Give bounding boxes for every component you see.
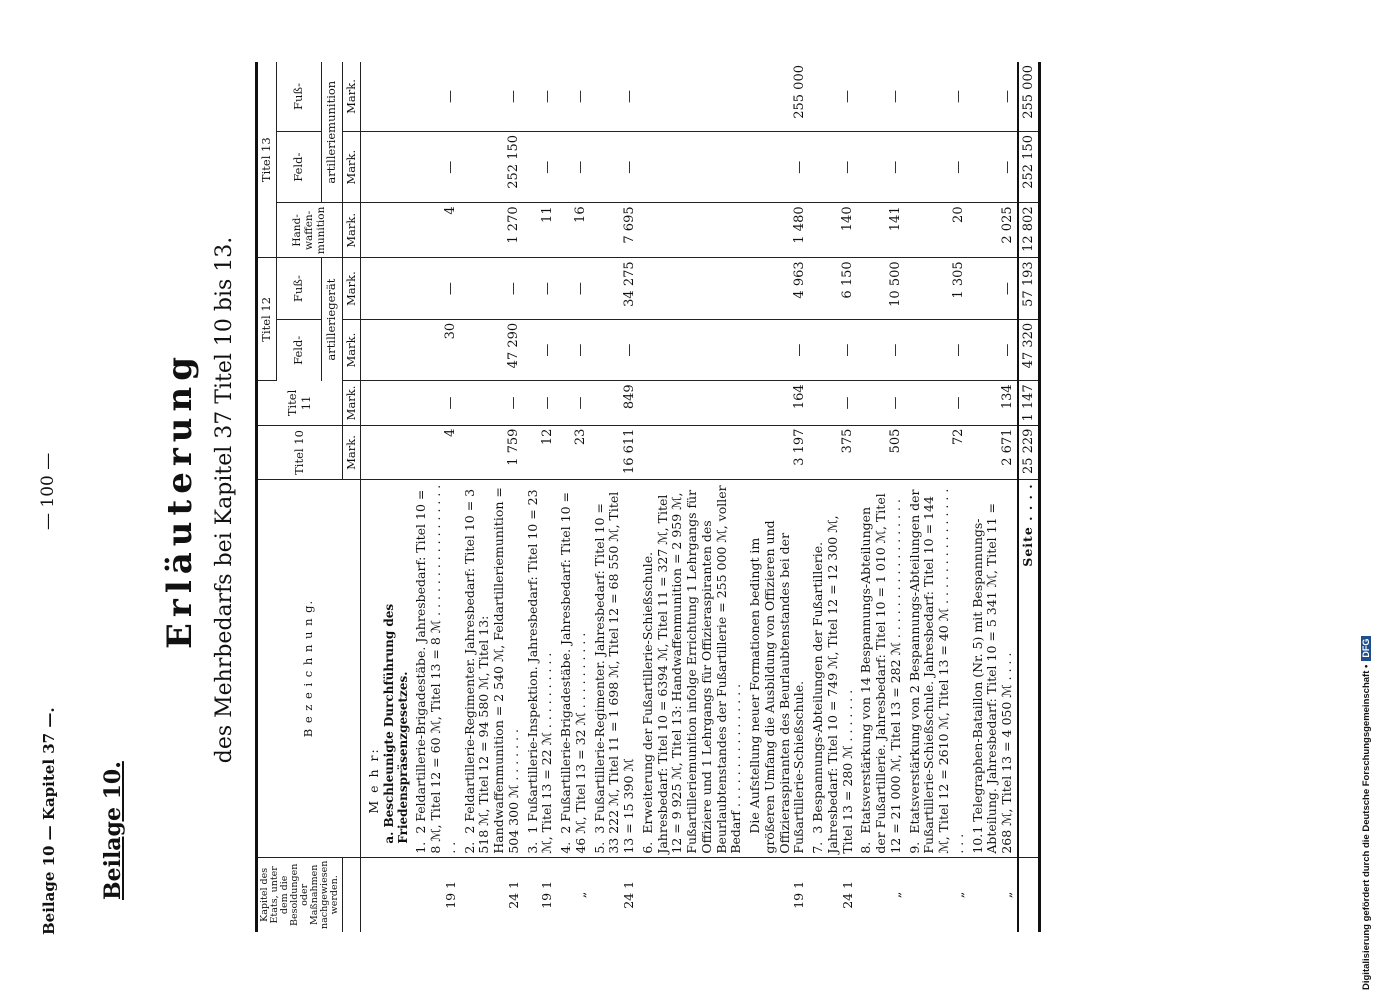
running-header: Beilage 10 — Kapitel 37 —. — [40, 707, 58, 935]
cell-u13: — — [906, 62, 969, 132]
page-title: Erläuterung — [160, 351, 200, 649]
cell-u12: — — [412, 258, 460, 319]
cell-t11: — — [412, 381, 460, 425]
row-kapitel: „ — [887, 891, 903, 899]
col-feld12: Feld- — [276, 319, 321, 380]
table-row — [557, 62, 591, 932]
row-description — [557, 480, 591, 857]
row-number: 8. — [858, 841, 874, 854]
row-description — [639, 480, 809, 857]
total-u13: 255 000 — [1018, 62, 1040, 132]
cell-t11: — — [809, 381, 857, 425]
dfg-sidebar — [1361, 10, 1373, 990]
section-a: a. Beschleunigte Durchführung des Friedenspräsenzgesetzes. — [382, 603, 411, 844]
cell-h13: 7 695 — [591, 203, 639, 258]
cell-u12: 34 275 — [591, 258, 639, 319]
cell-h13: 16 — [557, 203, 591, 258]
row-description — [461, 480, 524, 857]
col-artilleriemunition: artilleriemunition — [321, 62, 342, 203]
cell-f12: 47 290 — [461, 319, 524, 380]
col-fuss13: Fuß- — [276, 62, 321, 132]
row-number: 3. — [524, 841, 540, 854]
dfg-credit: Digitalisierung gefördert durch die Deutsche Forschungsgemeinschaft • — [1361, 664, 1372, 990]
row-text: Erweiterung der Fußartillerie-Schießschule. Jahresbedarf: Titel 10 = 6394 ℳ, Titel 11 = 327 ℳ, Titel 12 = 9 925 ℳ, Titel 13: Handwaffenmunition = 2 959 ℳ, Fußartilleriemunition infolge Errichtung 1 Lehrgangs für Offiziere und 1 Lehrgangs für Offizieraspiranten des Beurlaubtenstandes der Fußartillerie = 255 000 ℳ, voller Bedarf . . . . . . . . . . . . . . . . — [639, 485, 744, 854]
table-row — [461, 62, 524, 932]
row-number: 10. — [969, 833, 985, 854]
cell-u12: 4 963 — [639, 258, 809, 319]
cell-u13: — — [857, 62, 905, 132]
row-kapitel: 24 1 — [839, 880, 855, 909]
table-row — [857, 62, 905, 932]
explanation-table — [255, 62, 1041, 932]
cell-f12: — — [969, 319, 1018, 380]
cell-t11: 849 — [591, 381, 639, 425]
cell-t10: 1 759 — [461, 425, 524, 480]
cell-h13: 1 270 — [461, 203, 524, 258]
unit-h13: Mark. — [342, 203, 361, 258]
total-t10: 25 229 — [1018, 425, 1040, 480]
cell-f13: — — [639, 132, 809, 203]
row-kapitel: „ — [999, 891, 1015, 899]
cell-f13: — — [809, 132, 857, 203]
row-text: 2 Fußartillerie-Brigadestäbe. Jahresbedarf: Titel 10 = 46 ℳ, Titel 13 = 32 ℳ . . . . . . . . . . — [558, 491, 588, 854]
cell-u13: — — [557, 62, 591, 132]
total-row — [1018, 62, 1040, 932]
mehr-label: M e h r: — [366, 747, 382, 814]
row-number: 9. — [906, 841, 922, 854]
cell-u13: — — [412, 62, 460, 132]
cell-f13: — — [591, 132, 639, 203]
row-kapitel: „ — [950, 891, 966, 899]
intro-row — [361, 62, 413, 932]
cell-u13: 255 000 — [639, 62, 809, 132]
row-description — [906, 480, 969, 857]
unit-kapitel — [342, 857, 361, 932]
cell-u13: — — [591, 62, 639, 132]
cell-t11: — — [857, 381, 905, 425]
table-row — [809, 62, 857, 932]
unit-f13: Mark. — [342, 132, 361, 203]
cell-t10: 23 — [557, 425, 591, 480]
cell-u12: — — [969, 258, 1018, 319]
page-subtitle: des Mehrbedarfs bei Kapitel 37 Titel 10 bis 13. — [212, 236, 237, 764]
total-t11: 1 147 — [1018, 381, 1040, 425]
cell-f12: — — [591, 319, 639, 380]
table-row — [412, 62, 460, 932]
cell-u13: — — [969, 62, 1018, 132]
cell-t10: 16 611 — [591, 425, 639, 480]
cell-t11: — — [906, 381, 969, 425]
cell-f12: — — [524, 319, 558, 380]
row-text: 3 Fußartillerie-Regimenter. Jahresbedarf: Titel 10 = 33 222 ℳ, Titel 11 = 1 698 ℳ, Titel 12 = 68 550 ℳ, Titel 13 = 15 390 ℳ — [591, 491, 637, 854]
total-u12: 57 193 — [1018, 258, 1040, 319]
cell-t11: 164 — [639, 381, 809, 425]
cell-f12: — — [639, 319, 809, 380]
cell-u13: — — [524, 62, 558, 132]
total-f12: 47 320 — [1018, 319, 1040, 380]
col-fuss12: Fuß- — [276, 258, 321, 319]
col-titel13: Titel 13 — [257, 62, 277, 258]
total-f13: 252 150 — [1018, 132, 1040, 203]
row-text: Etatsverstärkung von 14 Bespannungs-Abteilungen der Fußartillerie. Jahresbedarf: Titel 10 = 1 010 ℳ, Titel 12 = 21 000 ℳ, Titel 13 = 282 ℳ . . . . . . . . . . . . . . . . . . — [858, 493, 903, 854]
cell-u12: 6 150 — [809, 258, 857, 319]
cell-h13: 140 — [809, 203, 857, 258]
cell-h13: 4 — [412, 203, 460, 258]
row-kapitel: 19 1 — [791, 880, 807, 909]
cell-t10: 72 — [906, 425, 969, 480]
unit-f12: Mark. — [342, 319, 361, 380]
col-artilleriegeraet: artilleriegerät — [321, 258, 342, 381]
row-number: 6. — [639, 841, 655, 854]
row-description — [857, 480, 905, 857]
cell-f12: — — [557, 319, 591, 380]
row-kapitel: 24 1 — [505, 880, 521, 909]
cell-t11: — — [557, 381, 591, 425]
cell-u12: 1 305 — [906, 258, 969, 319]
row-description — [969, 480, 1018, 857]
row-text: 1 Telegraphen-Bataillon (Nr. 5) mit Bespannungs-Abteilung. Jahresbedarf: Titel 10 = 5 341 ℳ, Titel 11 = 268 ℳ, Titel 13 = 4 050 ℳ . . . . — [969, 503, 1015, 854]
row-kapitel: „ — [572, 891, 588, 899]
cell-f12: — — [906, 319, 969, 380]
cell-u12: — — [524, 258, 558, 319]
unit-u12: Mark. — [342, 258, 361, 319]
row-kapitel: 19 1 — [539, 880, 555, 909]
row-text: 3 Bespannungs-Abteilungen der Fußartillerie. Jahresbedarf: Titel 10 = 749 ℳ, Titel 12 = 12 300 ℳ, Titel 13 = 280 ℳ . . . . . . . — [810, 515, 855, 854]
cell-f13: — — [557, 132, 591, 203]
cell-t10: 505 — [857, 425, 905, 480]
cell-u13: — — [461, 62, 524, 132]
col-titel11: Titel 11 — [257, 381, 343, 425]
row-number: 2. — [461, 841, 477, 854]
cell-f13: — — [524, 132, 558, 203]
row-note: Die Aufstellung neuer Formationen bedingt im größeren Umfang die Ausbildung von Offizieren und Offizieraspiranten des Beurlaubtenstandes bei der Fußartillerie-Schießschule. — [747, 520, 807, 854]
row-description — [524, 480, 558, 857]
col-handwaffen: Hand- waffen- munition — [276, 203, 342, 258]
cell-t10: 12 — [524, 425, 558, 480]
cell-t10: 375 — [809, 425, 857, 480]
page-number: — 100 — — [38, 452, 58, 530]
cell-f13: 252 150 — [461, 132, 524, 203]
cell-t10: 4 — [412, 425, 460, 480]
cell-f13: — — [412, 132, 460, 203]
row-text: 2 Feldartillerie-Brigadestäbe. Jahresbedarf: Titel 10 = 8 ℳ, Titel 12 = 60 ℳ, Titel 13 = 8 ℳ . . . . . . . . . . . . . . . . . . . — [413, 484, 458, 854]
row-number: 1. — [413, 841, 429, 854]
table-row — [591, 62, 639, 932]
cell-f13: — — [906, 132, 969, 203]
beilage-heading: Beilage 10. — [100, 761, 126, 900]
table-row — [639, 62, 809, 932]
unit-t11: Mark. — [342, 381, 361, 425]
total-h13: 12 802 — [1018, 203, 1040, 258]
cell-h13: 141 — [857, 203, 905, 258]
cell-u12: — — [461, 258, 524, 319]
cell-t10: 3 197 — [639, 425, 809, 480]
row-description — [412, 480, 460, 857]
cell-u13: — — [809, 62, 857, 132]
col-feld13: Feld- — [276, 132, 321, 203]
cell-h13: 11 — [524, 203, 558, 258]
row-text: Etatsverstärkung von 2 Bespannungs-Abteilungen der Fußartillerie-Schießschule. Jahresbedarf: Titel 10 = 144 ℳ, Titel 12 = 2610 ℳ, Titel 13 = 40 ℳ . . . . . . . . . . . . . . . . . . — [906, 488, 966, 854]
row-number: 5. — [591, 841, 607, 854]
col-bezeichnung: B e z e i c h n u n g. — [257, 480, 361, 857]
cell-f12: — — [857, 319, 905, 380]
cell-t11: — — [524, 381, 558, 425]
cell-h13: 2 025 — [969, 203, 1018, 258]
row-description — [809, 480, 857, 857]
unit-u13: Mark. — [342, 62, 361, 132]
cell-t10: 2 671 — [969, 425, 1018, 480]
col-kapitel: Kapitel des Etats, unter dem die Besoldungen oder Maßnahmen nachgewiesen werden. — [257, 857, 343, 932]
cell-u12: — — [557, 258, 591, 319]
cell-f13: — — [857, 132, 905, 203]
row-kapitel: 24 1 — [621, 880, 637, 909]
col-titel10: Titel 10 — [257, 425, 343, 480]
cell-t11: 134 — [969, 381, 1018, 425]
row-number: 7. — [810, 841, 826, 854]
unit-t10: Mark. — [342, 425, 361, 480]
cell-u12: 10 500 — [857, 258, 905, 319]
cell-h13: 20 — [906, 203, 969, 258]
total-label: Seite . . . . — [1018, 480, 1040, 857]
table-row — [524, 62, 558, 932]
table-row — [969, 62, 1018, 932]
row-number: 4. — [558, 841, 574, 854]
table-row — [906, 62, 969, 932]
row-text: 1 Fußartillerie-Inspektion. Jahresbedarf: Titel 10 = 23 ℳ, Titel 13 = 22 ℳ . . . . . . . . . . — [524, 489, 555, 854]
cell-f12: 30 — [412, 319, 460, 380]
col-titel12: Titel 12 — [257, 258, 277, 381]
cell-f13: — — [969, 132, 1018, 203]
row-kapitel: 19 1 — [442, 880, 458, 909]
row-text: 2 Feldartillerie-Regimenter. Jahresbedarf: Titel 10 = 3 518 ℳ, Titel 12 = 94 580 ℳ, Titel 13: Handwaffenmunition = 2 540 ℳ, Feldartilleriemunition = 504 300 ℳ . . . . . . . — [461, 487, 521, 854]
row-description — [591, 480, 639, 857]
cell-h13: 1 480 — [639, 203, 809, 258]
cell-t11: — — [461, 381, 524, 425]
cell-f12: — — [809, 319, 857, 380]
dfg-logo: DFG — [1361, 636, 1371, 661]
